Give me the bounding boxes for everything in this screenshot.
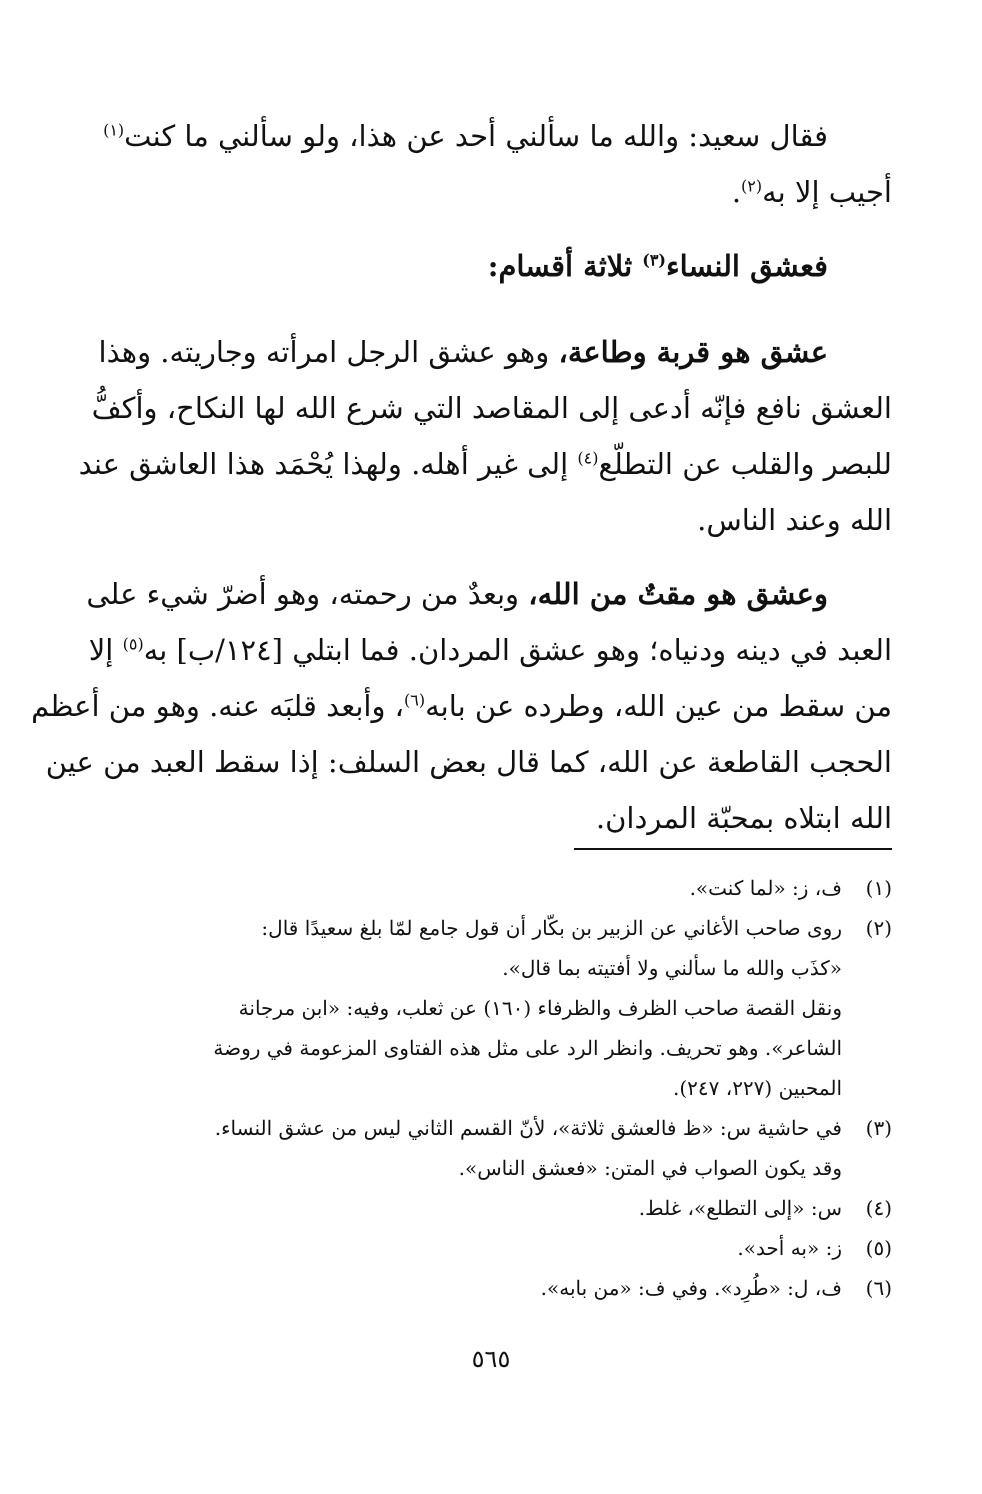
footnote-2: (٢) روى صاحب الأغاني عن الزبير بن بكّار أن قول جامع لمّا بلغ سعيدًا قال: [261, 916, 892, 940]
text-line: العشق نافع فإنّه أدعى إلى المقاصد التي شرع الله لها النكاح، وأكفُّ [91, 391, 892, 425]
footnote-ref[interactable]: (٦) [404, 690, 426, 710]
footnotes: (١) ف، ز: «لما كنت». (٢) روى صاحب الأغاني عن الزبير بن بكّار أن قول جامع لمّا بلغ سعيدًا قال: «كذَب والله ما سألني ولا أفتيته بما قال». ونقل القصة صاحب الظرف والظرفاء (١٦٠) عن ثعلب، وفيه: «ابن مرجانة الشاعر». وهو تحريف. وانظر الرد على مثل هذه الفتاوى المزعومة في روضة المحبين (٢٢٧، ٢٤٧). (٣) في حاشية س: «ظ فالعشق ثلاثة»، لأنّ القسم الثاني ليس من عشق النساء. وقد يكون الصواب في المتن: «فعشق الناس». (٤) س: «إلى التطلع»، غلط. (٥) ز: «به أحد». (٦) ف، ل: «طُرِد». وفي ف: «من بابه». [96, 868, 892, 1308]
text-line: الله ابتلاه بمحبّة المردان. [595, 801, 892, 835]
footnote-3: (٣) في حاشية س: «ظ فالعشق ثلاثة»، لأنّ القسم الثاني ليس من عشق النساء. [214, 1116, 892, 1140]
text-run: أجيب إلا به [762, 175, 892, 209]
footnote-ref[interactable]: (٣) [642, 250, 666, 270]
paragraph-1 [96, 108, 892, 220]
text-run: فقال سعيد: والله ما سألني أحد عن هذا، ولو سألني ما كنت [124, 119, 828, 153]
section-heading: فعشق النساء$^{(٣)}$ ثلاثة أقسام: [487, 249, 828, 283]
main-text [31, 108, 892, 864]
footnote-ref[interactable]: (٤) [577, 448, 599, 468]
footnote-1: (١) ف، ز: «لما كنت». [689, 876, 892, 900]
text-run: . [731, 175, 742, 209]
bold-lead: عشق هو قربة وطاعة، [558, 335, 828, 369]
footnote-ref[interactable]: (١) [103, 120, 125, 140]
bold-lead: وعشق هو مقتٌ من الله، [528, 577, 828, 611]
footnote-4: (٤) س: «إلى التطلع»، غلط. [638, 1196, 892, 1220]
footnote-6: (٦) ف، ل: «طُرِد». وفي ف: «من بابه». [540, 1276, 892, 1300]
paragraph-2: عشق هو قربة وطاعة، وهو عشق الرجل امرأته وجاريته. وهذا العشق نافع فإنّه أدعى إلى المقاصد التي شرع الله لها النكاح، وأكفُّ للبصر والقلب عن التطلّع$^{(٤)}$ إلى غير أهله. ولهذا يُحْمَد هذا العاشق عند الله وعند الناس. [96, 324, 892, 548]
paragraph-3: وعشق هو مقتٌ من الله، وبعدٌ من رحمته، وهو أضرّ شيء على العبد في دينه ودنياه؛ وهو عشق المردان. فما ابتلي [١٢٤/ب] به$^{(٥)}$ إلا من سقط من عين الله، وطرده عن بابه$^{(٦)}$، وأبعد قلبَه عنه. وهو من أعظم الحجب القاطعة عن الله، كما قال بعض السلف: إذا سقط العبد من عين الله ابتلاه بمحبّة المردان. [96, 566, 892, 846]
footnote-separator [574, 848, 892, 850]
text-line: الله وعند الناس. [697, 503, 892, 537]
text-line: الحجب القاطعة عن الله، كما قال بعض السلف: إذا سقط العبد من عين [45, 745, 892, 779]
footnote-ref[interactable]: (٢) [741, 176, 763, 196]
footnote-5: (٥) ز: «به أحد». [737, 1236, 892, 1260]
footnote-ref[interactable]: (٥) [122, 634, 144, 654]
page-number: ٥٦٥ [471, 1345, 511, 1373]
